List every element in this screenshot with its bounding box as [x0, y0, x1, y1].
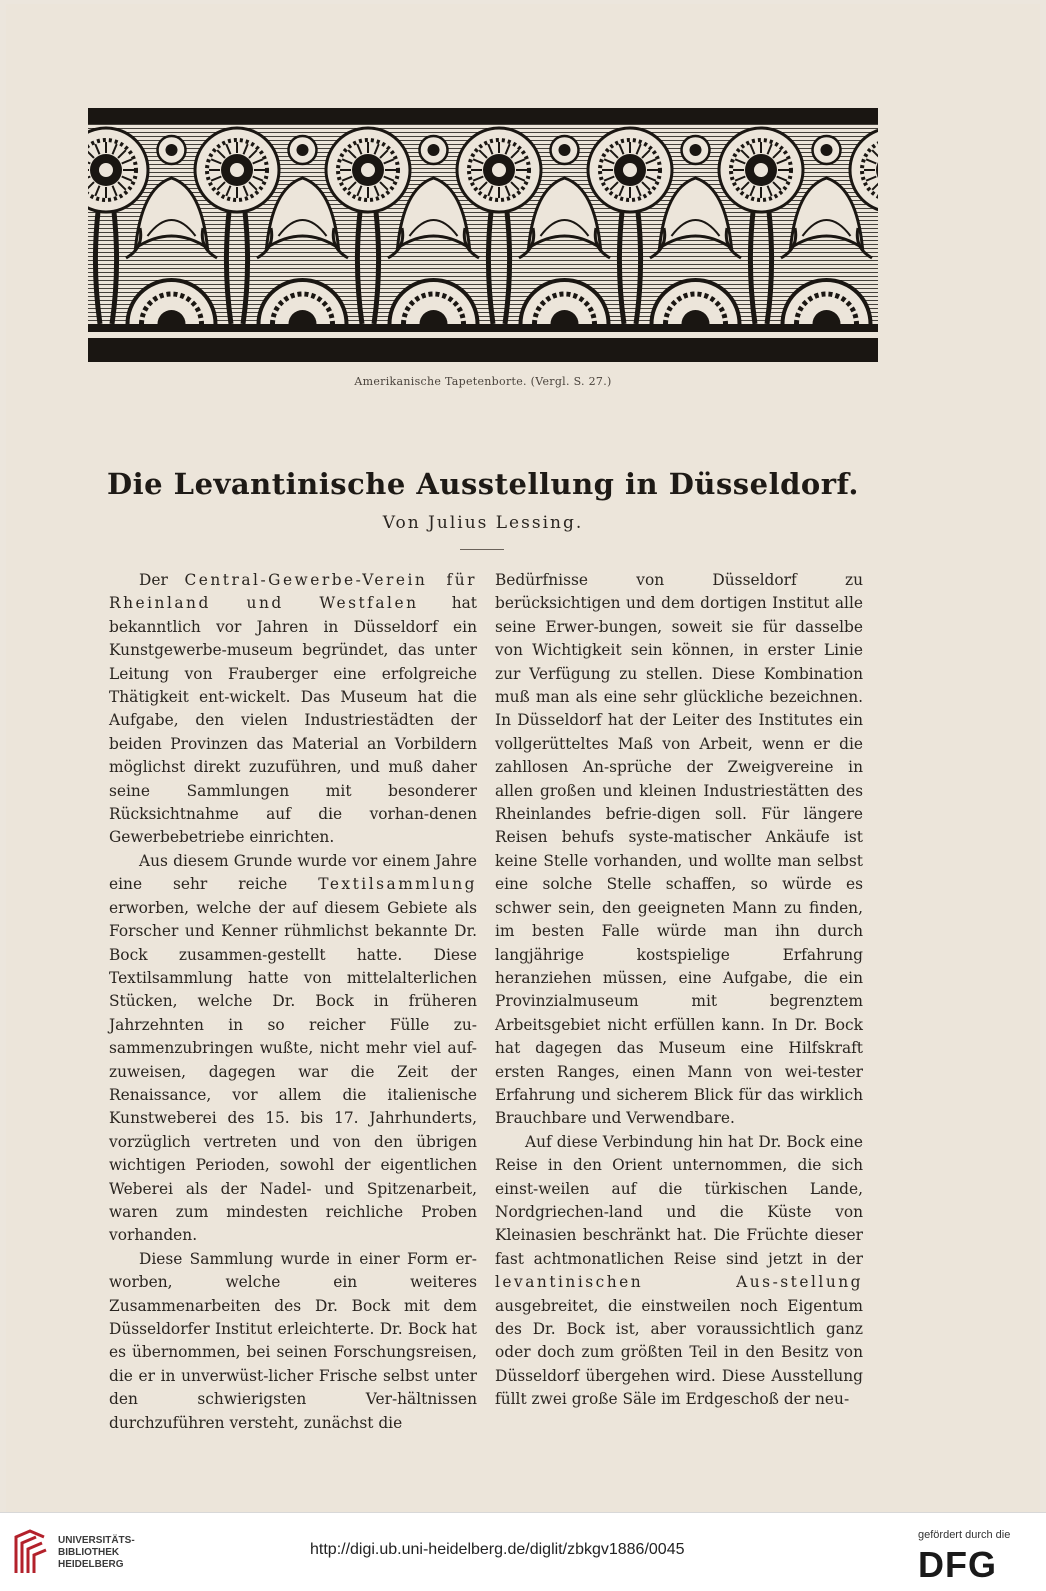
- permalink-url[interactable]: http://digi.ub.uni-heidelberg.de/diglit/zbkgv1886/0045: [310, 1541, 685, 1558]
- paragraph-text: Diese Sammlung wurde in einer Form er-worben, welche ein weiteres Zusammenarbeiten des Dr. Bock mit dem Düsseldorfer Institut erleichterte. Dr. Bock hat es übernommen, bei seinen Forschungsreisen, die er in unverwüst-licher Frische selbst unter den schwierigsten Ver-hältnissen durchzuführen versteht, zunächst die: [109, 1249, 477, 1432]
- paragraph: [109, 850, 477, 1248]
- illustration-caption: Amerikanische Tapetenborte. (Vergl. S. 27.): [354, 375, 612, 388]
- article-author: Von Julius Lessing.: [382, 513, 584, 533]
- emphasized-text: Textilsammlung: [318, 875, 477, 894]
- left-text-column: [109, 569, 477, 1435]
- paragraph: [109, 1248, 477, 1435]
- article-title: Die Levantinische Ausstellung in Düsseldorf.: [106, 467, 860, 501]
- paragraph-text: ausgebreitet, die einstweilen noch Eigentum des Dr. Bock ist, aber voraussichtlich ganz oder doch zum größten Teil in den Besitz von Düsseldorf übergehen wird. Diese Ausstellung füllt zwei große Säle im Erdgeschoß der neu-: [495, 1296, 863, 1409]
- university-library-logo-icon[interactable]: [10, 1527, 50, 1577]
- right-text-column: [495, 569, 863, 1412]
- digitization-footer: [0, 1512, 1046, 1591]
- dfg-logo[interactable]: DFG: [918, 1544, 997, 1585]
- paragraph: [109, 569, 477, 850]
- scanned-page: [6, 4, 1040, 1512]
- paragraph: [495, 569, 863, 1131]
- funding-label: gefördert durch die: [918, 1529, 1011, 1541]
- paragraph: [495, 1131, 863, 1412]
- paragraph-text: hat bekanntlich vor Jahren in Düsseldorf ein Kunstgewerbe-museum begründet, das unter Leitung von Frauberger eine erfolgreiche Thätigkeit ent-wickelt. Das Museum hat die Aufgabe, den vielen Industriestädten der beiden Provinzen das Material an Vorbildern möglichst direkt zuzuführen, und muß daher seine Sammlungen mit besonderer Rücksichtnahme auf die vorhan-denen Gewerbebetriebe einrichten.: [109, 594, 477, 847]
- paragraph-text: Bedürfnisse von Düsseldorf zu berücksichtigen und dem dortigen Institut alle seine Erwer-bungen, soweit sie für dasselbe von Wichtigkeit sein können, in erster Linie zur Verfügung zu stellen. Diese Kombination muß man als eine sehr glückliche bezeichnen. In Düsseldorf hat der Leiter des Institutes ein vollgerütteltes Maß von Arbeit, wenn er die zahllosen An-sprüche der Zweigvereine in allen großen und kleinen Industriestätten des Rheinlandes befrie-digen soll. Für längere Reisen behufs syste-matischer Ankäufe ist keine Stelle vorhanden, und wollte man selbst eine solche Stelle schaffen, so würde es schwer sein, den geeigneten Mann zu finden, im besten Falle würde man ihn durch langjährige kostspielige Erfahrung heranziehen müssen, eine Aufgabe, die ein Provinzialmuseum mit begrenztem Arbeitsgebiet nicht erfüllen kann. In Dr. Bock hat dagegen das Museum eine Hilfskraft ersten Ranges, einen Mann von wei-tester Erfahrung und sicherem Blick für das wirklich Brauchbare und Verwendbare.: [495, 571, 863, 1128]
- paragraph-text: Der: [139, 571, 185, 589]
- paragraph-text: Aus diesem Grunde wurde vor einem Jahre eine sehr reiche: [109, 851, 477, 894]
- title-divider: [460, 549, 504, 550]
- paragraph-text: Auf diese Verbindung hin hat Dr. Bock eine Reise in den Orient unternommen, die sich einst-weilen auf die türkischen Lande, Nordgriechen-land und die Küste von Kleinasien beschränkt hat. Die Früchte dieser fast achtmonatlichen Reise sind jetzt in der: [495, 1132, 863, 1268]
- emphasized-text: Central-Gewerbe-Verein für Rheinland und Westfalen: [109, 571, 478, 613]
- library-name: UNIVERSITÄTS- BIBLIOTHEK HEIDELBERG: [58, 1535, 135, 1570]
- emphasized-text: levantinischen Aus-stellung: [495, 1273, 863, 1292]
- wallpaper-border-illustration: [88, 108, 878, 362]
- paragraph-text: erworben, welche der auf diesem Gebiete als Forscher und Kenner rühmlichst bekannte Dr. Bock zusammen-gestellt hatte. Diese Textilsammlung hatte von mittelalterlichen Stücken, welche Dr. Bock in früheren Jahrzehnten in so reicher Fülle zu-sammenzubringen wußte, nicht mehr viel auf-zuweisen, dagegen war die Zeit der Renaissance, vor allem die italienische Kunstweberei des 15. bis 17. Jahrhunderts, vorzüglich vertreten und von den übrigen wichtigen Perioden, sowohl der eigentlichen Weberei als der Nadel- und Spitzenarbeit, waren zum mindesten reichliche Proben vorhanden.: [109, 898, 477, 1245]
